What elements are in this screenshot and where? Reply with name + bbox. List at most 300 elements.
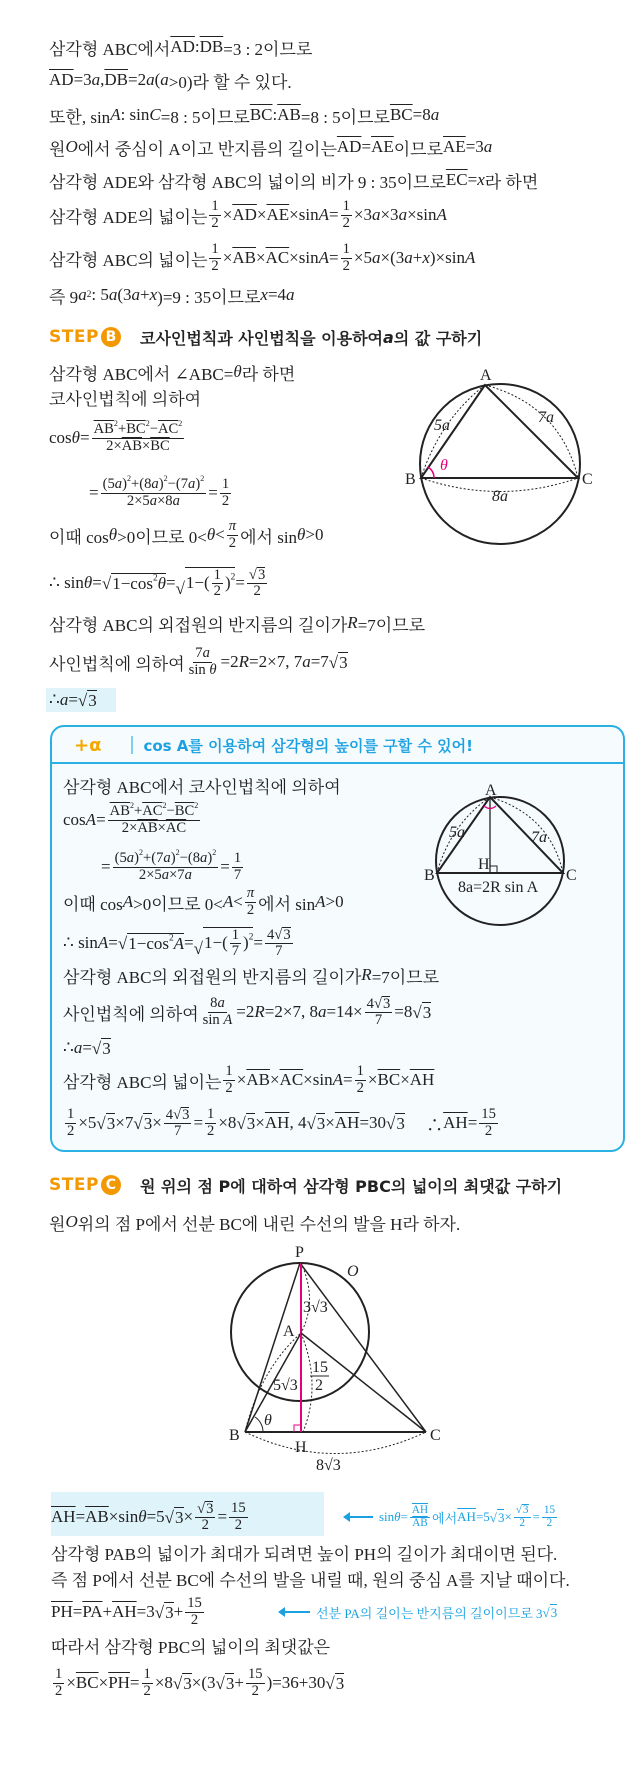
- math-variable: a: [126, 850, 135, 867]
- radicand: 3: [165, 1602, 174, 1622]
- numerator: 15: [481, 1106, 496, 1123]
- superscript: 2: [126, 473, 131, 483]
- math-variable: A: [318, 205, 329, 224]
- square-root: √ 3: [373, 995, 391, 1012]
- denominator: 2: [213, 583, 221, 599]
- denominator: 2: [211, 257, 219, 274]
- tip-title: cos A를 이용하여 삼각형의 높이를 구할 수 있어!: [143, 736, 473, 755]
- square-root: √ 3: [96, 1113, 116, 1133]
- vertex-h: H: [295, 1439, 307, 1456]
- segment: $\overline{AB}$: [85, 1507, 109, 1526]
- step-b-line: cos θ = $\frac{\overline{AB}^2+\overline{BC}^2-\overline{AC}^2}{2\times\overline{AB}\times\overline{BC}}$: [49, 418, 183, 454]
- denominator: 2: [342, 257, 350, 274]
- radicand: 3: [102, 1038, 111, 1058]
- superscript: 2: [178, 418, 183, 428]
- fraction: [53, 1667, 64, 1699]
- math-variable: θ: [209, 661, 217, 678]
- tip-line: 이때 cos A >0이므로 0< A < $\frac{\pi}{2}$ 에서 sin A >0: [63, 885, 344, 918]
- denominator: 2: [251, 1682, 259, 1699]
- vertex-p: P: [295, 1244, 304, 1261]
- fraction: [101, 473, 207, 509]
- superscript: 2: [129, 800, 134, 810]
- plus-alpha-badge: +α: [74, 734, 102, 756]
- math-variable: R: [254, 1002, 265, 1021]
- segment: $\overline{AC}$: [279, 1070, 304, 1089]
- square-root: √ 3: [133, 1113, 153, 1133]
- vertex-b: B: [405, 471, 416, 488]
- radicand: 3: [106, 1113, 116, 1133]
- tip-line: 사인법칙에 의하여 $\frac{8a}{\text{sin A}}$ =2 R =2×7, 8 a =14× 4√ 3 7 =8 √ 3: [63, 995, 432, 1028]
- square-root: √ 3: [173, 1106, 190, 1123]
- step-a-line: 삼각형 ADE의 넓이는 $\frac{1}{2}$ × $\overline{AD}$ × $\overline{AE}$ ×sin A = $\frac{1}{2}$ ×3 a ×3 a ×sin A: [49, 198, 447, 231]
- math-variable: A: [315, 892, 326, 911]
- fraction: [205, 1107, 216, 1139]
- step-a-line: 삼각형 ABC의 넓이는 $\frac{1}{2}$ × $\overline{AB}$ × $\overline{AC}$ ×sin A = $\frac{1}{2}$ ×5 a ×(3 a + x )×sin A: [49, 241, 476, 274]
- numerator: 4√ 3: [266, 926, 291, 943]
- numerator: 1: [55, 1666, 63, 1683]
- fraction: [355, 1064, 366, 1096]
- label-ac: 7a: [538, 409, 554, 426]
- segment: $\overline{BC}$: [377, 1070, 401, 1089]
- math-variable: O: [65, 137, 78, 156]
- math-variable: x: [422, 248, 430, 267]
- denominator: 2: [246, 901, 255, 918]
- fraction: [479, 1107, 498, 1139]
- superscript: 2: [230, 572, 236, 582]
- numerator: 1: [221, 476, 230, 493]
- square-root: √ 3: [386, 1113, 405, 1133]
- fraction: [108, 800, 201, 836]
- denominator: 2: [67, 1122, 75, 1139]
- fraction: [209, 199, 220, 231]
- fraction: [142, 1667, 153, 1699]
- numerator: 1: [211, 198, 219, 215]
- label-ah-den: 2: [315, 1377, 323, 1394]
- numerator: [245, 886, 256, 902]
- step-c-title: 원 위의 점 P에 대하여 삼각형 PBC의 넓이의 최댓값 구하기: [140, 1176, 563, 1196]
- numerator: [514, 1504, 531, 1518]
- vertex-a: A: [480, 367, 492, 384]
- math-variable: a: [317, 1002, 327, 1021]
- segment: $\overline{AD}$: [170, 37, 195, 56]
- square-root: √ 3: [515, 1504, 529, 1517]
- fraction: [229, 1501, 248, 1533]
- step-a-line: 삼각형 ADE와 삼각형 ABC의 넓이의 비가 9 : 35이므로 $\overline{EC}$ = x 라 하면: [49, 170, 539, 192]
- math-variable: a: [149, 492, 158, 509]
- label-theta: θ: [440, 457, 448, 474]
- segment: $\overline{AB}$: [109, 803, 130, 820]
- fraction: [209, 242, 220, 274]
- math-variable: θ: [83, 573, 93, 592]
- superscript: 2: [168, 933, 174, 944]
- radicand: 3: [422, 1002, 432, 1022]
- tip-line: 삼각형 ABC의 외접원의 반지름의 길이가 R =7이므로: [63, 965, 440, 987]
- superscript: 2: [138, 847, 143, 857]
- math-variable: C: [149, 105, 161, 124]
- label-ac: 7a: [531, 829, 547, 846]
- fraction: [164, 1107, 192, 1140]
- math-variable: a: [184, 866, 192, 883]
- math-variable: A: [464, 248, 476, 267]
- tip-line: $\frac{1}{2}$ ×5 √ 3 ×7 √ 3 × 4√ 3 7 = $\frac{1}{2}$ ×8 √ 3 × $\overline{AH}$ , 4 √ 3 × $\overline{AH}$ =30 √ 3 ∴ $\overline{AH}$ = $\frac{15}{2}$: [67, 1106, 496, 1139]
- arrow-left-icon: [284, 1611, 310, 1613]
- fraction: [92, 418, 185, 454]
- denominator: 2×5a×8a: [126, 492, 180, 509]
- numerator: [247, 567, 267, 584]
- math-variable: a: [372, 248, 381, 267]
- radicand: 3: [246, 1113, 256, 1133]
- math-variable: a: [114, 476, 123, 493]
- segment-pb: [245, 1263, 300, 1432]
- denominator: 7: [231, 943, 240, 959]
- radicand: 3: [550, 1604, 558, 1620]
- tip-box-header: [74, 733, 473, 757]
- square-root: √ 3: [328, 652, 348, 672]
- radicand: 1−( $\frac{1}{7}$ )$^2$: [203, 926, 254, 959]
- superscript: 2: [113, 418, 118, 428]
- numerator: 4√ 3: [165, 1106, 190, 1123]
- max-area-diagram: [220, 1240, 460, 1480]
- right-angle-mark: [490, 866, 497, 873]
- step-b-line: 코사인법칙에 의하여: [49, 389, 202, 409]
- denominator: 2: [225, 1079, 233, 1096]
- vertex-c: C: [566, 867, 577, 884]
- step-b-line: 이때 cos θ >0이므로 0< θ < $\frac{\pi}{2}$ 에서 sin θ >0: [49, 518, 324, 551]
- math-variable: a: [371, 205, 381, 224]
- step-a-line: 즉 9 a 2 : 5 a (3 a + x )=9 : 35이므로 x =4 a: [49, 285, 295, 307]
- segment: $\overline{BC}$: [126, 421, 146, 438]
- height-diagram: [420, 780, 590, 940]
- math-variable: R: [347, 613, 358, 632]
- square-root: √ $1-\cos^2A$: [117, 933, 185, 953]
- math-variable: a: [91, 70, 101, 89]
- vertex-a: A: [283, 1323, 295, 1340]
- step-c-line: $\overline{PH}$ = $\overline{PA}$ + $\overline{AH}$ =3 √ 3 + $\frac{15}{2}$: [51, 1595, 202, 1628]
- segment: $\overline{DB}$: [104, 70, 129, 89]
- numerator: 1: [143, 1666, 151, 1683]
- numerator: $(5a)^2+(7a)^2-(8a)^2$: [114, 847, 217, 867]
- radicand: 3: [382, 995, 391, 1012]
- square-root: √ 3: [236, 1113, 256, 1133]
- square-root: √ 3: [172, 1673, 192, 1693]
- radicand: 3: [257, 566, 266, 583]
- denominator: 7: [173, 1123, 182, 1139]
- vertex-b: B: [229, 1427, 240, 1444]
- denominator: 7: [275, 943, 283, 959]
- segment: $\overline{PA}$: [82, 1602, 103, 1621]
- step-badge-c: C: [101, 1175, 121, 1195]
- segment: $\overline{AB}$: [121, 437, 142, 454]
- denominator: 2: [484, 1122, 493, 1139]
- denominator: 2: [228, 534, 237, 551]
- denominator: 2: [519, 1517, 525, 1529]
- math-variable: a: [217, 995, 225, 1012]
- label-bc: 8a=2R sin A: [458, 879, 539, 896]
- label-bc: 8a: [492, 488, 508, 505]
- label-ab: 5a: [449, 824, 465, 841]
- math-variable: θ: [394, 1509, 401, 1524]
- math-variable: A: [110, 105, 121, 124]
- fraction: [542, 1505, 557, 1529]
- fraction: [365, 996, 393, 1029]
- superscript: 2: [248, 932, 254, 942]
- step-a-line: 삼각형 ABC에서 $\overline{AD}$ : $\overline{DB}$ =3 : 2이므로: [49, 37, 313, 59]
- right-angle-mark: [294, 1425, 301, 1432]
- radicand: $1-\cos^2\theta$: [112, 573, 166, 593]
- denominator: 2: [207, 1122, 215, 1139]
- radicand: 3: [183, 1673, 192, 1693]
- circumcircle: [436, 797, 564, 925]
- math-variable: a: [202, 645, 210, 662]
- radicand: 3: [283, 926, 291, 943]
- segment: $\overline{EC}$: [445, 170, 468, 189]
- square-root: √ 3: [325, 1673, 345, 1693]
- segment: $\overline{AC}$: [265, 248, 290, 267]
- fraction: [212, 568, 223, 600]
- fraction: [223, 1064, 234, 1096]
- math-variable: A: [122, 892, 134, 911]
- radicand: 1−( $\frac{1}{2}$ )$^2$: [185, 566, 236, 599]
- math-variable: A: [222, 892, 234, 911]
- denominator: $2\times\overline{AB}\times\overline{BC}$: [106, 437, 170, 454]
- denominator: 2: [546, 1516, 553, 1529]
- tip-line: 삼각형 ABC에서 코사인법칙에 의하여: [63, 777, 341, 797]
- vertex-c: C: [582, 471, 593, 488]
- numerator: [195, 1501, 215, 1518]
- radicand: 3: [88, 690, 97, 710]
- label-bc: 8√3: [316, 1457, 341, 1474]
- fraction: [232, 851, 243, 883]
- tip-line: = $\frac{(5a)^2+(7a)^2-(8a)^2}{2\times 5a\times 7a}$ = $\frac{1}{7}$: [101, 847, 242, 883]
- segment: $\overline{AH}$: [334, 1113, 360, 1132]
- circle-label-o: O: [347, 1263, 359, 1280]
- math-variable: θ: [71, 428, 81, 447]
- label-ab: 5a: [434, 417, 450, 434]
- math-variable: θ: [108, 525, 118, 544]
- math-variable: a: [200, 850, 208, 867]
- numerator: 15: [187, 1595, 202, 1612]
- radicand: 3: [206, 1500, 214, 1517]
- denominator: 2: [211, 214, 219, 231]
- step-b-line: 삼각형 ABC의 외접원의 반지름의 길이가 R =7이므로: [49, 613, 426, 635]
- segment: $\overline{BC}$: [150, 437, 170, 454]
- step-c-intro: 원 O 위의 점 P에서 선분 BC에 내린 수선의 발을 H라 하자.: [49, 1212, 461, 1234]
- math-variable: a: [59, 690, 69, 709]
- fraction: [514, 1504, 531, 1529]
- denominator: 2: [253, 583, 261, 599]
- math-variable: π: [228, 518, 237, 535]
- step-a-line: 원 O 에서 중심이 A이고 반지름의 길이는 $\overline{AD}$ = $\overline{AE}$ 이므로 $\overline{AE}$ =3 a: [49, 137, 493, 159]
- dim-ah: [301, 1333, 312, 1432]
- square-root: √ 3: [164, 1507, 184, 1527]
- square-root: √ 3: [154, 1602, 174, 1622]
- square-root: √ 3: [274, 926, 291, 943]
- denominator: 2: [143, 1682, 151, 1699]
- segment: $\overline{AC}$: [157, 421, 179, 438]
- fraction: [245, 886, 256, 918]
- math-variable: a: [430, 105, 440, 124]
- radicand: 3: [175, 1507, 184, 1527]
- segment: $\overline{BC}$: [174, 803, 195, 820]
- math-variable: a: [398, 205, 408, 224]
- math-variable: A: [332, 1070, 343, 1089]
- square-root: √ 3: [248, 566, 266, 583]
- radicand: 3: [339, 652, 348, 672]
- math-variable: a: [151, 476, 159, 493]
- step-b-title: 코사인법칙과 사인법칙을 이용하여 a 의 값 구하기: [140, 327, 483, 348]
- step-b-line: 사인법칙에 의하여 $\frac{7a}{\text{sin θ}}$ =2 R =2×7, 7 a =7 √ 3: [49, 645, 348, 678]
- segment: $\overline{DB}$: [199, 37, 224, 56]
- tip-line: 삼각형 ABC의 넓이는 $\frac{1}{2}$ × $\overline{AB}$ × $\overline{AC}$ ×sin A = $\frac{1}{2}$ × $\overline{BC}$ × $\overline{AH}$: [63, 1063, 435, 1096]
- math-variable: A: [85, 810, 97, 829]
- segment: $\overline{AH}$: [112, 1602, 137, 1621]
- math-variable: a: [131, 285, 141, 304]
- numerator: $\overline{AB}^2+\overline{AC}^2-\overline{BC}^2$: [109, 800, 199, 820]
- denominator: 2: [234, 1516, 242, 1533]
- segment: $\overline{AD}$: [232, 205, 257, 224]
- numerator: 1: [207, 1106, 215, 1123]
- superscript: 2: [175, 847, 180, 857]
- math-variable: A: [173, 933, 185, 953]
- step-b-line: 삼각형 ABC에서 ∠ABC= θ 라 하면: [49, 362, 296, 384]
- superscript: 2: [145, 418, 150, 428]
- superscript: 2: [200, 473, 205, 483]
- numerator: 1: [67, 1106, 75, 1123]
- math-variable: θ: [138, 1507, 147, 1526]
- numerator: $(5a)^2+(8a)^2-(7a)^2$: [102, 473, 205, 493]
- denominator: 2: [201, 1517, 209, 1533]
- superscript: 2: [194, 800, 199, 810]
- numerator: $\overline{AB}^2+\overline{BC}^2-\overline{AC}^2$: [93, 418, 183, 438]
- math-variable: A: [436, 205, 447, 224]
- square-root: √ 3: [542, 1604, 558, 1620]
- numerator: 1: [231, 926, 240, 943]
- numerator: 1: [233, 850, 242, 867]
- segment: AB: [412, 1516, 428, 1529]
- denominator: 2×5a×7a: [138, 866, 192, 883]
- math-variable: a: [163, 850, 171, 867]
- segment: $\overline{AE}$: [443, 137, 466, 156]
- segment: $\overline{BC}$: [389, 105, 413, 124]
- superscript: 2: [212, 847, 217, 857]
- segment: $\overline{AE}$: [371, 137, 394, 156]
- fraction: [247, 567, 267, 600]
- denominator: 2: [190, 1611, 199, 1628]
- step-c-line: $\overline{AH}$ = $\overline{AB}$ ×sin θ =5 √ 3 × √ 3 2 = $\frac{15}{2}$: [51, 1500, 246, 1533]
- math-variable: a: [146, 70, 155, 89]
- math-variable: x: [149, 285, 158, 304]
- math-variable: x: [477, 170, 485, 189]
- segment: $\overline{BC}$: [75, 1673, 99, 1692]
- square-root: √ 3: [306, 1113, 326, 1133]
- fraction: [220, 477, 231, 509]
- denominator: [410, 1518, 430, 1530]
- fraction: [187, 646, 219, 678]
- denominator: $2\times\overline{AB}\times\overline{AC}$: [121, 819, 187, 836]
- step-c-label: [49, 1173, 121, 1197]
- triangle-circle-diagram: [400, 360, 600, 560]
- math-variable: a: [160, 70, 169, 89]
- numerator: 15: [247, 1666, 263, 1683]
- numerator: 1: [342, 198, 350, 215]
- denominator: 2: [221, 492, 230, 509]
- numerator: 4√ 3: [366, 995, 391, 1012]
- fraction: [195, 1501, 215, 1534]
- arrow-left-icon: [349, 1516, 373, 1518]
- denominator: sin θ: [188, 661, 217, 678]
- step-b-line: = $\frac{(5a)^2+(8a)^2-(7a)^2}{2\times 5a\times 8a}$ = $\frac{1}{2}$: [89, 473, 230, 509]
- math-variable: A: [223, 1011, 233, 1028]
- step-word: STEP: [49, 327, 99, 347]
- numerator: 1: [356, 1063, 364, 1080]
- denominator: 2: [55, 1682, 63, 1699]
- radicand: 3: [143, 1113, 153, 1133]
- square-root: √ 3: [412, 1002, 432, 1022]
- numerator: 8a: [210, 995, 225, 1012]
- math-variable: a: [172, 492, 180, 509]
- step-b-answer: ∴ a = √ 3: [49, 690, 97, 710]
- square-root: √ 3: [197, 1500, 214, 1517]
- step-word: STEP: [49, 1175, 99, 1195]
- denominator: sin A: [202, 1011, 233, 1028]
- segment: $\overline{AB}$: [137, 819, 158, 836]
- vertex-c: C: [430, 1427, 441, 1444]
- fraction: [410, 1505, 430, 1529]
- fraction: [341, 242, 352, 274]
- denominator: 7: [233, 866, 242, 883]
- square-root: √ 1−( $\frac{1}{2}$ )$^2$: [175, 566, 236, 599]
- fraction: [65, 1107, 76, 1139]
- square-root: √ 3: [489, 1509, 505, 1525]
- numerator: 1: [211, 241, 219, 258]
- vertex-a: A: [485, 782, 497, 799]
- label-ab: 5√3: [273, 1377, 298, 1394]
- segment: $\overline{AH}$: [411, 1503, 429, 1516]
- segment: $\overline{AC}$: [165, 819, 187, 836]
- segment: $\overline{AB}$: [246, 1070, 270, 1089]
- segment: $\overline{AH}$: [264, 1113, 290, 1132]
- math-variable: a: [78, 285, 87, 304]
- segment: $\overline{AH}$: [457, 1509, 476, 1524]
- denominator: 7: [374, 1012, 383, 1028]
- math-variable: a: [73, 1038, 83, 1057]
- side-note: 선분 PA의 길이는 반지름의 길이이므로 3 √ 3: [316, 1604, 558, 1621]
- header-separator: [131, 736, 133, 754]
- label-pa: 3√3: [303, 1299, 328, 1316]
- numerator: 7a: [195, 645, 210, 662]
- math-variable: a: [382, 327, 394, 347]
- radicand: 3: [522, 1504, 529, 1517]
- step-b-line: ∴ sin θ = √ $1-\cos^2\theta$ = √ 1−( $\frac{1}{2}$ )$^2$ = √ 3 2: [49, 566, 266, 599]
- square-root: √ $1-\cos^2\theta$: [101, 573, 166, 593]
- segment: $\overline{AH}$: [409, 1070, 435, 1089]
- fraction: [246, 1667, 265, 1699]
- tip-line: ∴ a = √ 3: [63, 1038, 111, 1058]
- square-root: √ 3: [215, 1673, 235, 1693]
- square-root: √ 3: [77, 690, 97, 710]
- math-variable: x: [260, 285, 268, 304]
- numerator: 1: [342, 241, 350, 258]
- segment: $\overline{AH}$: [51, 1507, 76, 1526]
- superscript: 2: [163, 473, 168, 483]
- segment: $\overline{AB}$: [232, 248, 256, 267]
- step-a-line: $\overline{AD}$ =3 a , $\overline{DB}$ =2 a ( a >0)라 할 수 있다.: [49, 70, 292, 92]
- tip-line: ∴ sin A = √ $1-\cos^2A$ = √ 1−( $\frac{1}{7}$ )$^2$ = 4√ 3 7: [63, 926, 291, 959]
- segment: $\overline{PH}$: [51, 1602, 73, 1621]
- math-variable: A: [318, 248, 329, 267]
- segment: $\overline{AE}$: [266, 205, 290, 224]
- angle-arc: [255, 1417, 263, 1432]
